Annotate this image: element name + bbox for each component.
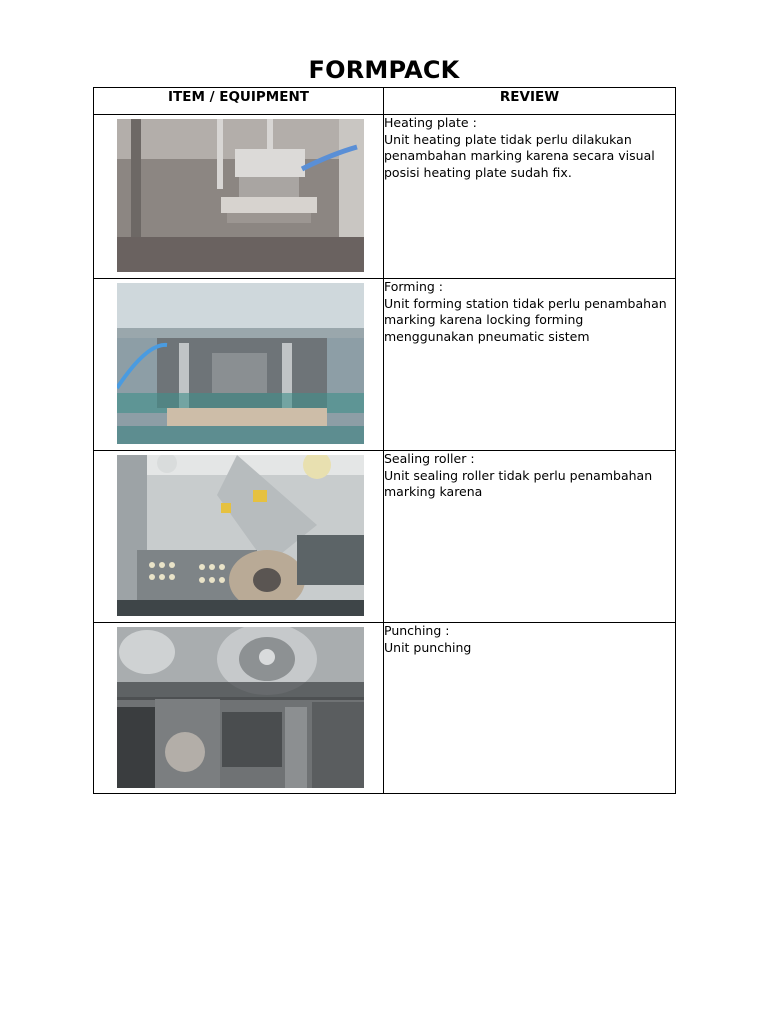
equipment-review-table (93, 87, 676, 794)
review-cell (384, 623, 676, 794)
item-cell (94, 279, 384, 451)
review-cell (384, 451, 676, 623)
review-cell (384, 279, 676, 451)
table-row (94, 115, 676, 279)
review-text: Unit forming station tidak perlu penambahan marking karena locking forming menggunakan pneumatic sistem (384, 295, 667, 344)
page-title: FORMPACK (308, 56, 460, 84)
table-row (94, 451, 676, 623)
item-cell (94, 115, 384, 279)
review-text: Unit heating plate tidak perlu dilakukan penambahan marking karena secara visual posisi heating plate sudah fix. (384, 131, 655, 180)
review-text: Unit punching (384, 639, 472, 655)
review-cell (384, 115, 676, 279)
review-title: Forming : (384, 279, 444, 294)
review-title: Heating plate : (384, 115, 477, 130)
punching-unit-photo (117, 627, 364, 788)
item-cell (94, 623, 384, 794)
table-row (94, 279, 676, 451)
header-item-equipment: ITEM / EQUIPMENT (94, 88, 384, 115)
sealing-roller-photo (117, 455, 364, 616)
review-title: Sealing roller : (384, 451, 475, 466)
header-review: REVIEW (384, 88, 676, 115)
table-row (94, 623, 676, 794)
forming-station-photo (117, 283, 364, 444)
table-header-row (94, 88, 676, 115)
heating-plate-photo (117, 119, 364, 272)
review-title: Punching : (384, 623, 450, 638)
item-cell (94, 451, 384, 623)
review-text: Unit sealing roller tidak perlu penambahan marking karena (384, 467, 653, 499)
